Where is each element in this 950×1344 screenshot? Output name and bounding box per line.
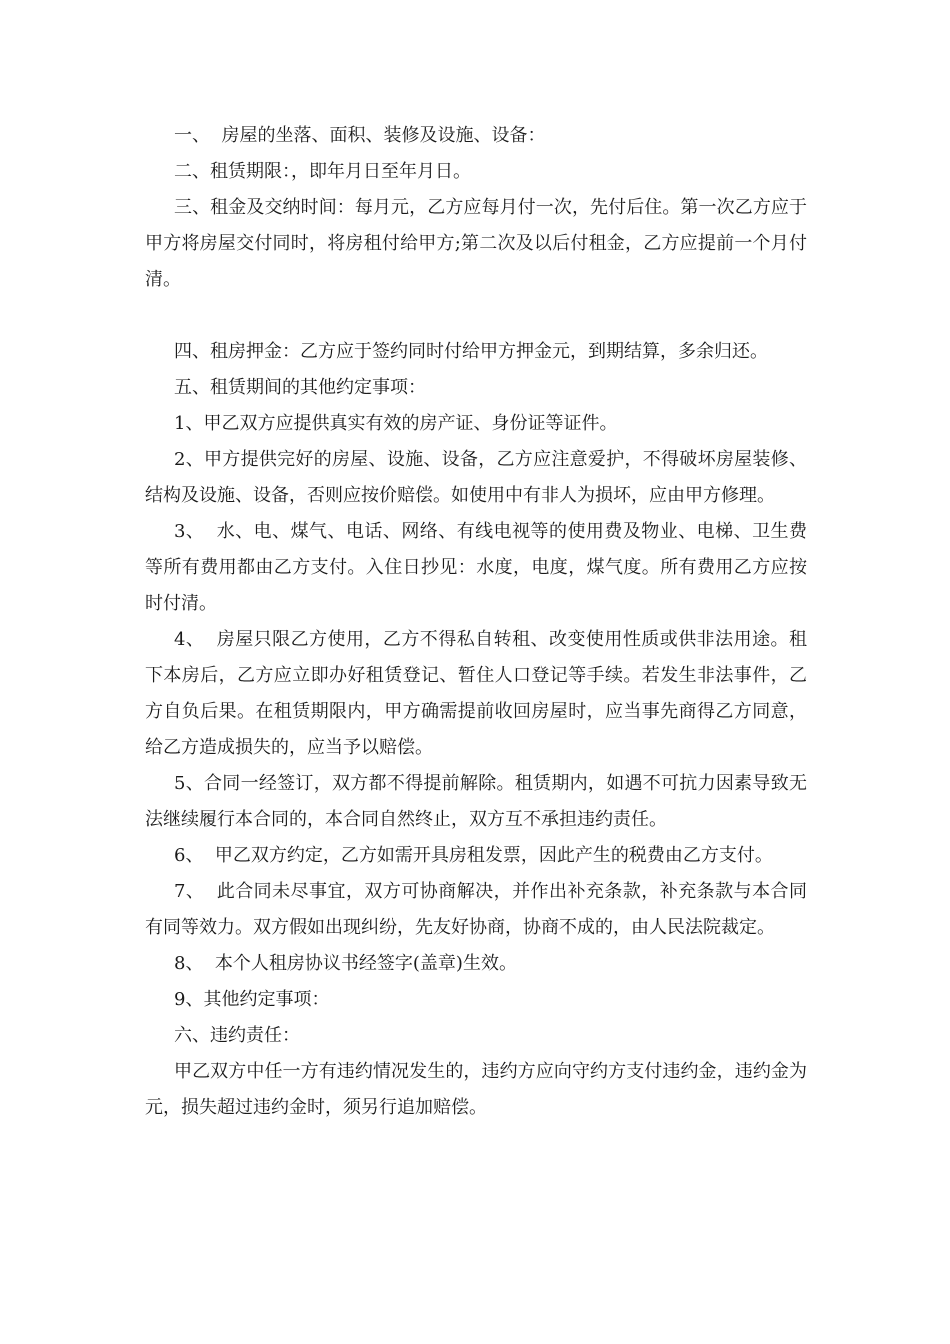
clause-item-1: 1、甲乙双方应提供真实有效的房产证、身份证等证件。 xyxy=(174,413,618,434)
clause-breach-text: 甲乙双方中任一方有违约情况发生的，违约方应向守约方支付违约金，违约金为元，损失超过违约金时，须另行追加赔偿。 xyxy=(145,1061,807,1118)
clause-deposit: 四、租房押金：乙方应于签约同时付给甲方押金元，到期结算，多余归还。 xyxy=(174,341,768,362)
clause-lease-term: 二、租赁期限：，即年月日至年月日。 xyxy=(174,161,471,182)
clause-item-7: 7、 此合同未尽事宜，双方可协商解决，并作出补充条款，补充条款与本合同有同等效力。双方假如出现纠纷，先友好协商，协商不成的，由人民法院裁定。 xyxy=(145,881,807,938)
clause-item-9: 9、其他约定事项： xyxy=(174,989,330,1010)
clause-item-3: 3、 水、电、煤气、电话、网络、有线电视等的使用费及物业、电梯、卫生费等所有费用都由乙方支付。入住日抄见：水度，电度，煤气度。所有费用乙方应按时付清。 xyxy=(145,521,807,614)
clause-rent-payment: 三、租金及交纳时间：每月元，乙方应每月付一次，先付后住。第一次乙方应于甲方将房屋交付同时，将房租付给甲方;第二次及以后付租金，乙方应提前一个月付清。 xyxy=(145,197,807,290)
clause-item-4: 4、 房屋只限乙方使用，乙方不得私自转租、改变使用性质或供非法用途。租下本房后，乙方应立即办好租赁登记、暂住人口登记等手续。若发生非法事件，乙方自负后果。在租赁期限内，甲方确需提前收回房屋时，应当事先商得乙方同意，给乙方造成损失的，应当予以赔偿。 xyxy=(145,629,807,758)
clause-item-8: 8、 本个人租房协议书经签字(盖章)生效。 xyxy=(174,953,517,974)
clause-item-5: 5、合同一经签订，双方都不得提前解除。租赁期内，如遇不可抗力因素导致无法继续履行本合同的，本合同自然终止，双方互不承担违约责任。 xyxy=(145,773,807,830)
clause-breach-heading: 六、违约责任： xyxy=(174,1025,300,1046)
document-body xyxy=(145,118,807,1126)
clause-other-terms-heading: 五、租赁期间的其他约定事项： xyxy=(174,377,426,398)
clause-item-2: 2、甲方提供完好的房屋、设施、设备，乙方应注意爱护，不得破坏房屋装修、结构及设施、设备，否则应按价赔偿。如使用中有非人为损坏，应由甲方修理。 xyxy=(145,449,807,506)
clause-item-6: 6、 甲乙双方约定，乙方如需开具房租发票，因此产生的税费由乙方支付。 xyxy=(174,845,773,866)
clause-location: 一、 房屋的坐落、面积、装修及设施、设备： xyxy=(174,125,546,146)
